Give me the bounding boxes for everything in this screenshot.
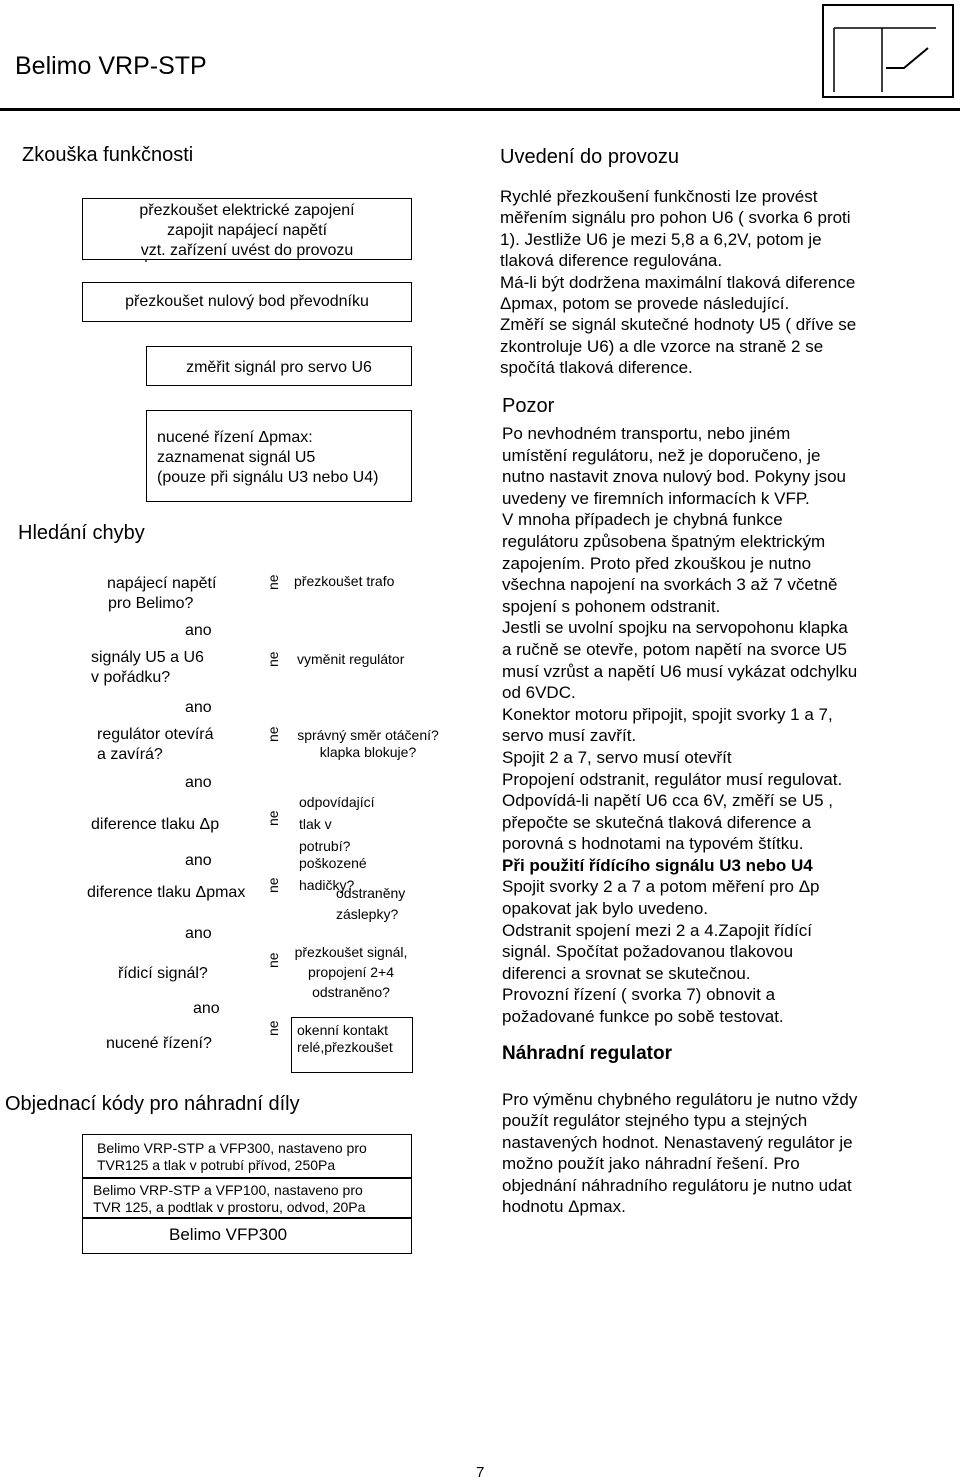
paragraph-line: Odpovídá-li napětí U6 cca 6V, změří se U5 , — [502, 791, 834, 811]
action-line: okenní kontakt — [297, 1022, 389, 1038]
paragraph-line: nastavených hodnot. Nenastavený regulátor je — [502, 1132, 853, 1152]
heading-order-codes: Objednací kódy pro náhradní díly — [5, 1093, 300, 1115]
yes-label: ano — [185, 925, 212, 942]
action-line: přezkoušet signál, — [294, 944, 408, 960]
action-window-contact — [291, 1017, 413, 1073]
action-line: tlak v — [299, 816, 332, 832]
paragraph-line: zapojením. Proto před zkouškou je nutno — [502, 553, 812, 573]
box-check-wiring — [82, 198, 412, 260]
paragraph-line: opakovat jak bylo uvedeno. — [502, 899, 709, 919]
heading-commissioning: Uvedení do provozu — [500, 146, 680, 168]
warning-text — [502, 423, 942, 1028]
action-line: propojení 2+4 — [307, 964, 395, 980]
no-label: ne — [265, 810, 281, 826]
paragraph-line: regulátoru způsobena špatným elektrickým — [502, 531, 826, 551]
order-code-vfp300 — [82, 1134, 412, 1178]
no-label: ne — [265, 952, 281, 968]
action-check-pressure — [299, 794, 375, 894]
no-label: ne — [265, 726, 281, 742]
heading-function-test: Zkouška funkčnosti — [22, 144, 194, 166]
page-number: 7 — [476, 1464, 485, 1481]
question-line: signály U5 a U6 — [91, 649, 204, 666]
box-line: zapojit napájecí napětí — [166, 222, 328, 239]
paragraph-line: Provozní řízení ( svorka 7) obnovit a — [502, 985, 776, 1005]
paragraph-line: umístění regulátoru, než je doporučeno, je — [502, 445, 821, 465]
paragraph-line: hodnotu Δpmax. — [502, 1197, 626, 1217]
paragraph-line: měřením signálu pro pohon U6 ( svorka 6 proti — [500, 208, 851, 228]
order-line: TVR 125, a podtlak v prostoru, odvod, 20Pa — [93, 1199, 366, 1215]
paragraph-line: diferenci a srovnat se skutečnou. — [502, 963, 751, 983]
paragraph-line: V mnoha případech je chybná funkce — [502, 510, 783, 530]
paragraph-line: možno použít jako náhradní řešení. Pro — [502, 1154, 800, 1174]
action-check-rotation — [291, 727, 445, 761]
paragraph-line: a ručně se otevře, potom napětí na svorce U5 — [502, 639, 847, 659]
paragraph-line: Jestli se uvolní spojku na servopohonu klapka — [502, 618, 848, 638]
question-supply-voltage — [107, 574, 216, 614]
paragraph-line: uvedeny ve firemních informacích k VFP. — [502, 488, 810, 508]
no-label: ne — [265, 1020, 281, 1036]
box-line: vzt. zařízení uvést do provozu — [140, 242, 354, 259]
paragraph-line: Odstranit spojení mezi 2 a 4.Zapojit řídící — [502, 920, 812, 940]
action-line: poškozené — [299, 855, 367, 871]
no-label: ne — [265, 574, 281, 590]
question-pressure-difference-max: diference tlaku Δpmax — [87, 884, 246, 901]
question-control-signal: řídicí signál? — [118, 965, 208, 982]
action-line: záslepky? — [336, 906, 399, 922]
action-replace-regulator: vyměnit regulátor — [297, 651, 405, 667]
paragraph-line: Spojit svorky 2 a 7 a potom měření pro Δp — [502, 877, 820, 897]
commissioning-text — [500, 186, 940, 379]
box-line: zaznamenat signál U5 — [157, 449, 316, 466]
paragraph-line: Rychlé přezkoušení funkčnosti lze provést — [500, 187, 818, 206]
paragraph-line: od 6VDC. — [502, 683, 576, 703]
yes-label: ano — [185, 622, 212, 639]
paragraph-line: signál. Spočítat požadovanou tlakovou — [502, 942, 794, 962]
paragraph-line: všechna napojení na svorkách 3 až 7 včetně — [502, 575, 838, 595]
order-line: Belimo VRP-STP a VFP100, nastaveno pro — [93, 1182, 363, 1198]
action-line: hadičky? — [299, 877, 355, 893]
paragraph-line: Při použití řídícího signálu U3 nebo U4 — [502, 855, 813, 875]
action-line: klapka blokuje? — [319, 744, 417, 760]
question-line: v pořádku? — [91, 669, 171, 686]
action-line: odstraněno? — [312, 984, 390, 1000]
action-line: relé,přezkoušet — [297, 1039, 393, 1055]
yes-label: ano — [185, 852, 212, 869]
action-check-transformer: přezkoušet trafo — [294, 573, 395, 589]
action-caps-removed — [336, 885, 405, 923]
box-line: přezkoušet nulový bod převodníku — [125, 293, 369, 310]
question-signals-ok — [91, 648, 204, 688]
spare-text — [502, 1089, 942, 1217]
action-line: správný směr otáčení? — [297, 727, 439, 743]
action-line: odstraněny — [336, 885, 406, 901]
order-code-belimo-vfp300 — [82, 1218, 412, 1254]
question-pressure-difference: diference tlaku Δp — [91, 816, 220, 833]
paragraph-line: Δpmax, potom se provede následující. — [500, 294, 790, 314]
no-label: ne — [265, 651, 281, 667]
action-check-signal — [289, 944, 413, 1001]
paragraph-line: objednání náhradního regulátoru je nutno udat — [502, 1175, 852, 1195]
action-line: odpovídající — [299, 794, 375, 810]
paragraph-line: zkontroluje U6) a dle vzorce na straně 2 se — [500, 336, 824, 356]
paragraph-line: Po nevhodném transportu, nebo jiném — [502, 424, 791, 443]
question-line: napájecí napětí — [107, 575, 217, 592]
order-code-vfp100 — [82, 1178, 412, 1218]
paragraph-line: 1). Jestliže U6 je mezi 5,8 a 6,2V, potom je — [500, 229, 822, 249]
yes-label: ano — [185, 774, 212, 791]
paragraph-line: přepočte se skutečná tlaková diference a — [502, 812, 812, 832]
paragraph-line: spočítá tlaková diference. — [500, 358, 693, 378]
question-line: a zavírá? — [97, 746, 163, 763]
document-title: Belimo VRP-STP — [15, 52, 207, 80]
paragraph-line: Pro výměnu chybného regulátoru je nutno vždy — [502, 1090, 858, 1109]
yes-label: ano — [185, 699, 212, 716]
question-forced-control: nucené řízení? — [106, 1035, 212, 1052]
no-label: ne — [265, 877, 281, 893]
heading-spare-regulator: Náhradní regulator — [502, 1043, 672, 1064]
box-line: přezkoušet elektrické zapojení — [139, 202, 355, 219]
paragraph-line: nutno nastavit znova nulový bod. Pokyny jsou — [502, 467, 846, 487]
box-forced-control — [146, 410, 412, 502]
paragraph-line: Konektor motoru připojit, spojit svorky 1 a 7, — [502, 704, 833, 724]
order-line: Belimo VRP-STP a VFP300, nastaveno pro — [97, 1140, 367, 1156]
box-line: nucené řízení Δpmax: — [157, 429, 313, 446]
paragraph-line: musí vzrůst a napětí U6 musí vykázat odchylku — [502, 661, 858, 681]
yes-label: ano — [193, 1000, 220, 1017]
box-check-zero-point — [82, 282, 412, 322]
paragraph-line: servo musí zavřít. — [502, 726, 637, 746]
paragraph-line: Má-li být dodržena maximální tlaková diference — [500, 272, 856, 292]
box-line: změřit signál pro servo U6 — [186, 359, 372, 376]
paragraph-line: Propojení odstranit, regulátor musí regulovat. — [502, 769, 843, 789]
paragraph-line: Spojit 2 a 7, servo musí otevřít — [502, 747, 732, 767]
paragraph-line: porovná s hodnotami na typovém štítku. — [502, 834, 804, 854]
question-line: pro Belimo? — [108, 595, 194, 612]
paragraph-line: Změří se signál skutečné hodnoty U5 ( dříve se — [500, 315, 857, 335]
heading-warning: Pozor — [502, 395, 555, 417]
order-line: TVR125 a tlak v potrubí přívod, 250Pa — [97, 1157, 336, 1173]
heading-fault-finding: Hledání chyby — [18, 522, 145, 544]
paragraph-line: spojení s pohonem odstranit. — [502, 596, 721, 616]
order-line: Belimo VFP300 — [169, 1225, 288, 1244]
paragraph-line: použít regulátor stejného typu a stejných — [502, 1111, 808, 1131]
question-regulator-opens — [97, 725, 214, 765]
paragraph-line: tlaková diference regulována. — [500, 251, 723, 271]
box-measure-servo-signal — [146, 346, 412, 386]
box-line: (pouze při signálu U3 nebo U4) — [157, 469, 379, 486]
question-line: regulátor otevírá — [97, 726, 214, 743]
action-line: potrubí? — [299, 838, 351, 854]
paragraph-line: požadované funkce po sobě testovat. — [502, 1007, 784, 1027]
